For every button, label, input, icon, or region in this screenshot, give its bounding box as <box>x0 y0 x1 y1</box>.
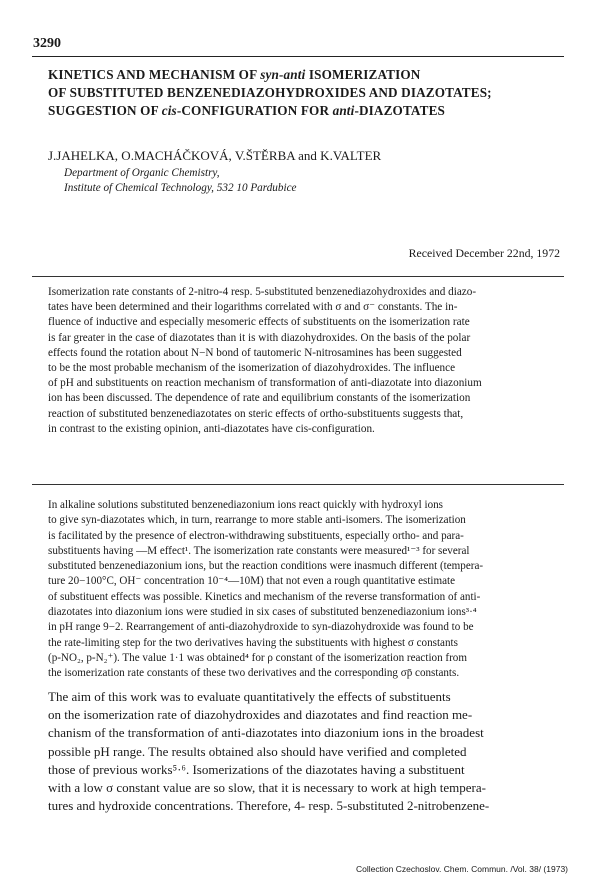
affiliation-department: Department of Organic Chemistry, <box>64 167 220 179</box>
abstract-line: fluence of inductive and especially mesomeric effects of substituents on the isomerization rate <box>48 316 470 329</box>
intro-line: substituents having —M effect¹. The isomerization rate constants were measured¹⁻³ for several <box>48 544 470 557</box>
body-line: tures and hydroxide concentrations. Therefore, 4- resp. 5-substituted 2-nitrobenzene- <box>48 798 490 814</box>
intro-line: the isomerization rate constants of these two derivatives and the corresponding σp̄ constants. <box>48 667 460 680</box>
abstract-line: to be the most probable mechanism of the isomerization of diazohydroxides. The influence <box>48 362 456 375</box>
body-line: possible pH range. The results obtained also should have verified and completed <box>48 743 467 759</box>
body-line: with a low σ constant value are so slow, that it is necessary to work at high tempera- <box>48 780 486 796</box>
intro-line: to give syn-diazotates which, in turn, rearrange to more stable anti-isomers. The isomerization <box>48 514 466 527</box>
authors: J.JAHELKA, O.MACHÁČKOVÁ, V.ŠTĚRBA and K.VALTER <box>48 148 382 163</box>
introduction-paragraph <box>48 498 564 682</box>
abstract-line: Isomerization rate constants of 2-nitro-4 resp. 5-substituted benzenediazohydroxides and diazo- <box>48 286 477 298</box>
intro-line: In alkaline solutions substituted benzenediazonium ions react quickly with hydroxyl ions <box>48 499 443 511</box>
intro-line: (p-NO₂, p-N₂⁺). The value 1·1 was obtained⁴ for ρ constant of the isomerization reaction from <box>48 651 467 664</box>
affiliation-institute: Institute of Chemical Technology, 532 10 Pardubice <box>64 182 297 194</box>
intro-line: diazotates into diazonium ions were studied in six cases of substituted benzenediazonium ions³·⁴ <box>48 606 477 619</box>
body-line: chanism of the transformation of anti-diazotates into diazonium ions in the broadest <box>48 725 484 741</box>
body-paragraph <box>48 688 564 815</box>
intro-line: is facilitated by the presence of electron-withdrawing substituents, especially ortho- and para- <box>48 529 464 542</box>
abstract-line: tates have been determined and their logarithms correlated with σ and σ⁻ constants. The in- <box>48 301 458 314</box>
intro-line: in pH range 9−2. Rearrangement of anti-diazohydroxide to syn-diazohydroxide was found to be <box>48 621 474 634</box>
header-rule <box>32 56 564 57</box>
abstract-top-rule <box>32 276 564 277</box>
affiliation <box>64 166 297 196</box>
abstract <box>48 285 562 437</box>
journal-footer: Collection Czechoslov. Chem. Commun. /Vol. 38/ (1973) <box>356 864 568 874</box>
intro-line: the rate-limiting step for the two derivatives having the substituents with highest σ constants <box>48 636 458 649</box>
intro-line: ture 20−100°C, OH⁻ concentration 10⁻⁴—10M) that not even a rough quantitative estimate <box>48 575 456 588</box>
page-number: 3290 <box>33 36 61 51</box>
abstract-bottom-rule <box>32 484 564 485</box>
intro-line: of substituent effects was possible. Kinetics and mechanism of the reverse transformation of anti- <box>48 590 481 603</box>
title-line-3: SUGGESTION OF cis-CONFIGURATION FOR anti-DIAZOTATES <box>48 103 445 118</box>
abstract-line: in contrast to the existing opinion, anti-diazotates have cis-configuration. <box>48 422 375 435</box>
abstract-line: is far greater in the case of diazotates than it is with diazohydroxides. On the basis of the polar <box>48 331 471 344</box>
title-line-2: OF SUBSTITUTED BENZENEDIAZOHYDROXIDES AND DIAZOTATES; <box>48 85 492 100</box>
abstract-line: of pH and substituents on reaction mechanism of transformation of anti-diazotate into diazonium <box>48 377 482 390</box>
title-line-1: KINETICS AND MECHANISM OF syn-anti ISOMERIZATION <box>48 67 421 82</box>
abstract-line: reaction of substituted benzenediazotates on steric effects of ortho-substituents suggests that, <box>48 407 464 420</box>
received-date: Received December 22nd, 1972 <box>408 246 560 260</box>
article-title <box>48 66 568 120</box>
abstract-line: ion has been discussed. The dependence of rate and equilibrium constants of the isomerization <box>48 392 471 405</box>
body-line: those of previous works⁵·⁶. Isomerizations of the diazotates having a substituent <box>48 761 465 777</box>
abstract-line: effects found the rotation about N−N bond of tautomeric N-nitrosamines has been suggested <box>48 346 462 359</box>
intro-line: substituted benzenediazonium ions, but the reaction conditions were inasmuch different (tempera- <box>48 560 484 573</box>
body-line: The aim of this work was to evaluate quantitatively the effects of substituents <box>48 689 451 704</box>
body-line: on the isomerization rate of diazohydroxides and diazotates and find reaction me- <box>48 707 473 723</box>
